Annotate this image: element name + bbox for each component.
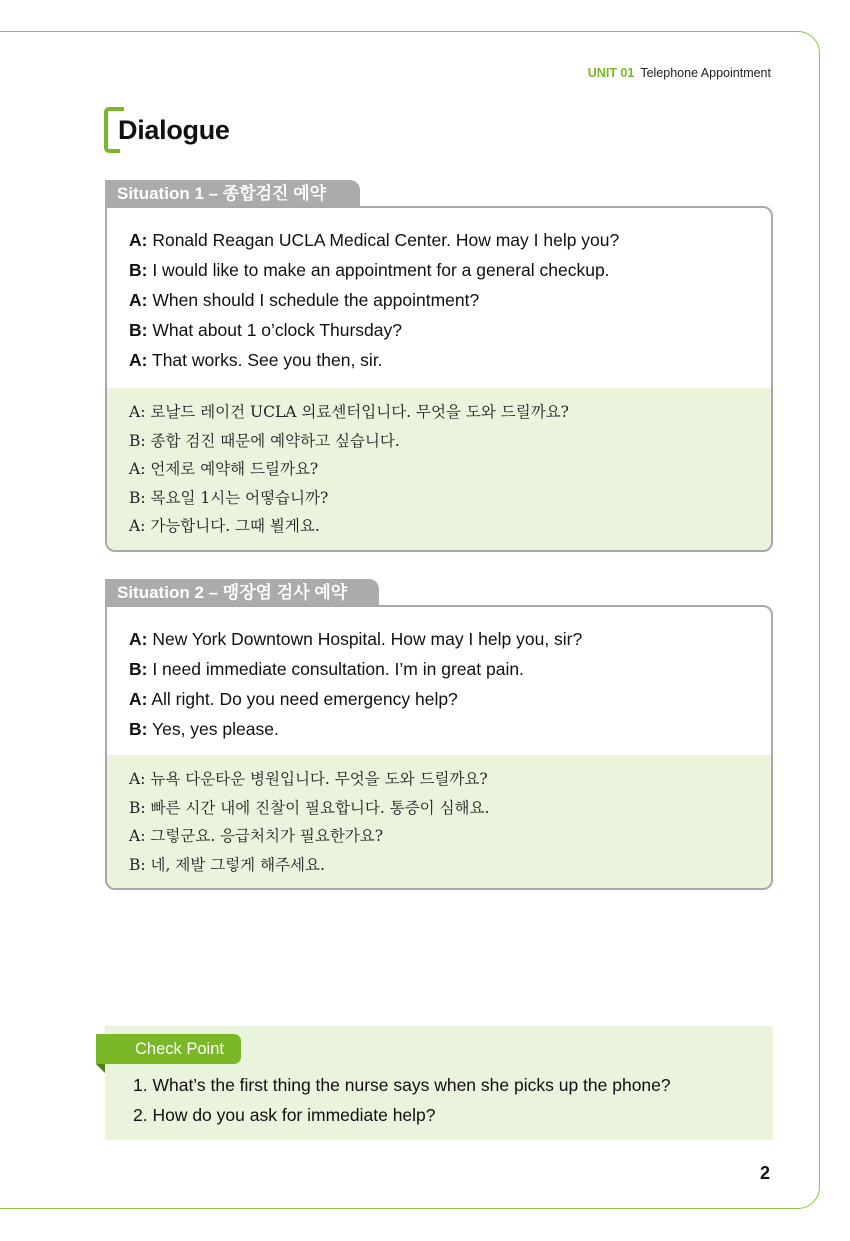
speaker-label: B: (129, 260, 148, 280)
english-line (129, 654, 771, 684)
situation-2-dialogue-box (105, 605, 773, 890)
english-line (129, 315, 771, 345)
situation-1-dialogue-box (105, 206, 773, 552)
english-line (129, 285, 771, 315)
korean-line: B: 목요일 1시는 어떻습니까? (129, 488, 329, 507)
line-text: Ronald Reagan UCLA Medical Center. How may I help you? (147, 230, 620, 250)
korean-line: B: 종합 검진 때문에 예약하고 싶습니다. (129, 431, 400, 450)
situation-2-tab: Situation 2 – 맹장염 검사 예약 (105, 579, 379, 606)
check-point-label: Check Point (96, 1034, 241, 1064)
unit-number: UNIT 01 (587, 66, 635, 80)
check-point-questions (133, 1071, 671, 1130)
korean-line: B: 빠른 시간 내에 진찰이 필요합니다. 통증이 심해요. (129, 798, 490, 817)
line-text: Yes, yes please. (147, 719, 279, 739)
check-point-question: 1. What’s the first thing the nurse says when she picks up the phone? (133, 1075, 671, 1095)
line-text: When should I schedule the appointment? (147, 290, 480, 310)
line-text: I need immediate consultation. I’m in great pain. (147, 659, 524, 679)
section-title-text: Dialogue (118, 115, 230, 145)
line-text: What about 1 o’clock Thursday? (147, 320, 403, 340)
line-text: All right. Do you need emergency help? (147, 689, 458, 709)
english-line (129, 624, 771, 654)
page-number: 2 (760, 1163, 771, 1183)
unit-title: Telephone Appointment (640, 66, 771, 80)
korean-line: A: 로날드 레이건 UCLA 의료센터입니다. 무엇을 도와 드릴까요? (129, 403, 569, 421)
english-line (129, 255, 771, 285)
check-point-tab-fold (96, 1064, 105, 1073)
speaker-label: B: (129, 719, 148, 739)
korean-line: A: 언제로 예약해 드릴까요? (129, 460, 319, 478)
speaker-label: A: (129, 350, 148, 370)
section-title (104, 104, 284, 156)
check-point-question: 2. How do you ask for immediate help? (133, 1104, 436, 1125)
line-text: New York Downtown Hospital. How may I help you, sir? (147, 629, 583, 649)
situation-1-english-lines (107, 208, 771, 375)
situation-1-tab: Situation 1 – 종합검진 예약 (105, 180, 360, 207)
line-text: That works. See you then, sir. (147, 350, 383, 370)
korean-line: A: 뉴욕 다운타운 병원입니다. 무엇을 도와 드릴까요? (129, 770, 488, 788)
english-line (129, 345, 771, 375)
speaker-label: B: (129, 320, 148, 340)
english-line (129, 714, 771, 744)
speaker-label: B: (129, 659, 148, 679)
korean-line: B: 네, 제발 그렇게 해주세요. (129, 855, 325, 874)
korean-line: A: 가능합니다. 그때 뵐게요. (129, 517, 320, 535)
speaker-label: A: (129, 230, 148, 250)
situation-2-english-lines (107, 607, 771, 744)
english-line (129, 225, 771, 255)
speaker-label: A: (129, 689, 148, 709)
speaker-label: A: (129, 629, 148, 649)
korean-line: A: 그렇군요. 응급처치가 필요한가요? (129, 827, 384, 845)
title-bracket-tick (114, 107, 124, 111)
unit-header (588, 66, 771, 80)
situation-1-korean-panel (107, 388, 771, 550)
situation-2-korean-panel (107, 755, 771, 888)
line-text: I would like to make an appointment for a general checkup. (147, 260, 610, 280)
speaker-label: A: (129, 290, 148, 310)
english-line (129, 684, 771, 714)
